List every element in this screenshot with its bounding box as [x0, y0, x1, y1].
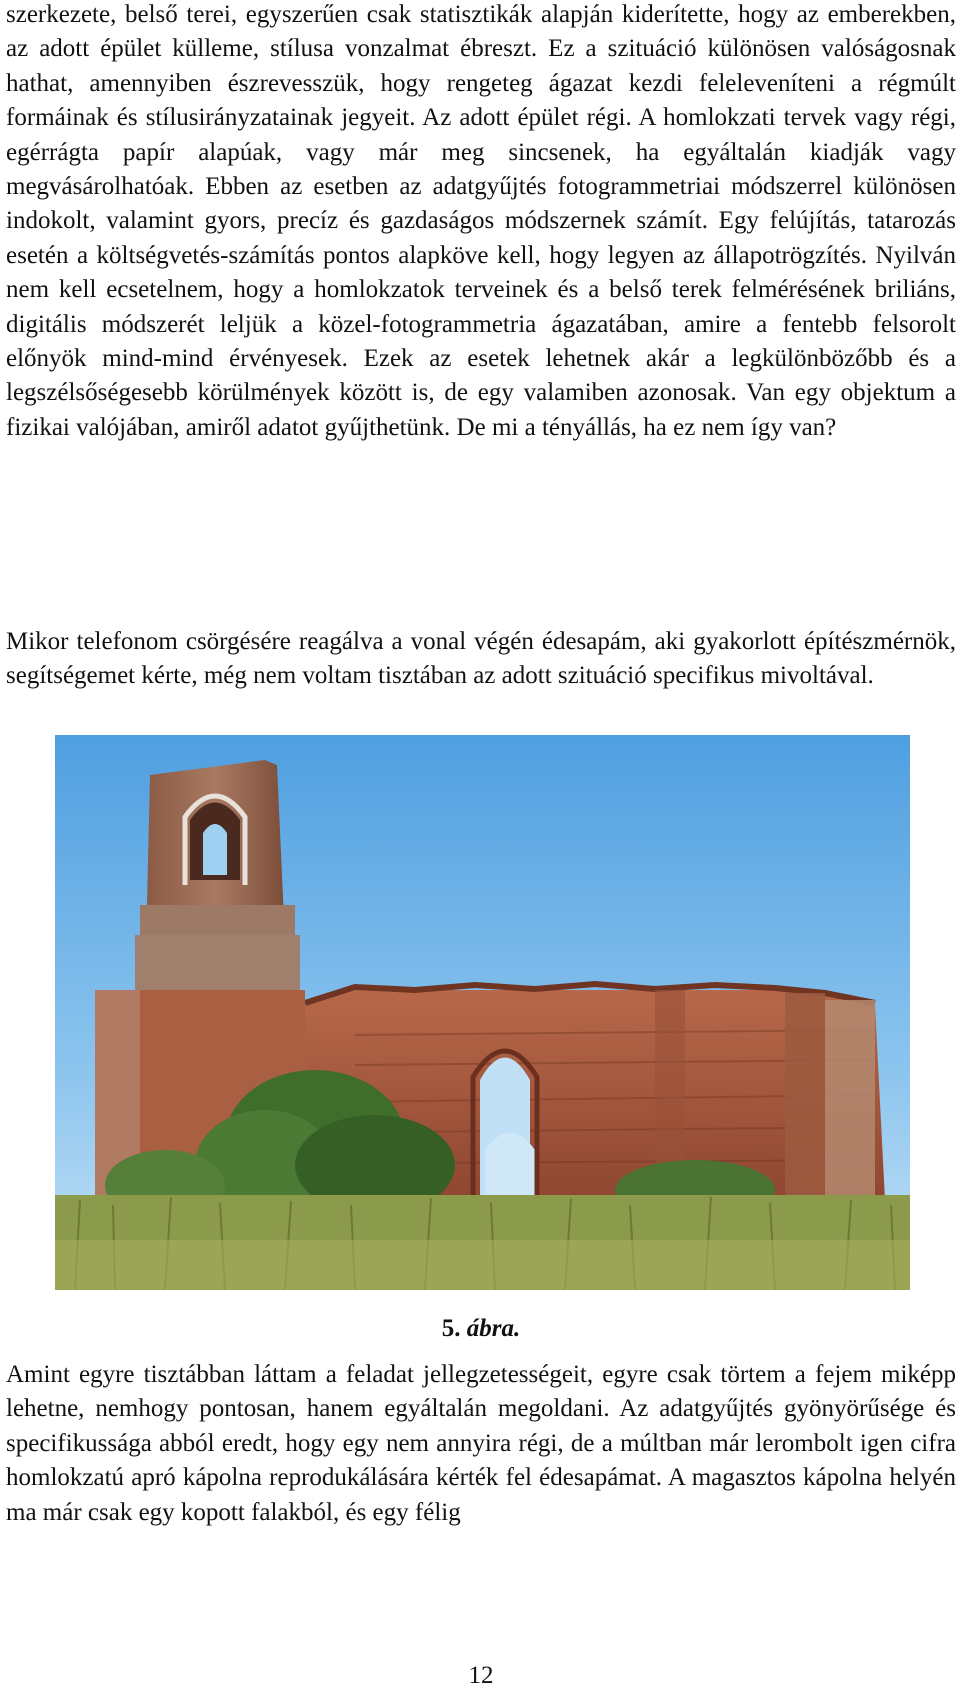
gothic-window-lower: [485, 1133, 535, 1206]
page-number: 12: [468, 1662, 494, 1689]
document-page: [6, 0, 956, 1707]
figure-caption: [6, 1315, 956, 1343]
buttress-corner: [825, 1000, 875, 1205]
figure-chapel-ruin-photo: [55, 735, 910, 1290]
body-paragraph-1: szerkezete, belső terei, egyszerűen csak statisztikák alapján kiderítette, hogy az emberekben, az adott épület külleme, stílusa vonzalmat ébreszt. Ez a szituáció különösen valóságosnak hathat, amennyiben észrevesszük, hogy rengeteg ágazat kezdi feleleveníteni a régmúlt formáinak és stílusirányzatainak jegyeit. Az adott épület régi. A homlokzati tervek vagy régi, egérrágta papír alapúak, vagy már meg sincsenek, ha egyáltalán kiadják vagy megvásárolhatóak. Ebben az esetben az adatgyűjtés fotogrammetriai módszerrel különösen indokolt, valamint gyors, precíz és gazdaságos módszernek számít. Egy felújítás, tatarozás esetén a költségvetés-számítás pontos alapköve kell, hogy legyen az állapotrögzítés. Nyilván nem kell ecsetelnem, hogy a homlokzatok terveinek és a belső terek felmérésének briliáns, digitális módszerét leljük a közel-fotogrammetria ágazatában, amire a fentebb felsorolt előnyök mind-mind érvényesek. Ezek az esetek lehetnek akár a legkülönbözőbb és a legszélsőségesebb körülmények között is, de egy valamiben azonosak. Van egy objektum a fizikai valójában, amiről adatot gyűjthetünk. De mi a tényállás, ha ez nem így van?: [6, 1, 956, 441]
figure-caption-word: ábra.: [466, 1315, 521, 1342]
chapel-ruin-illustration: [55, 735, 910, 1290]
buttress-right: [785, 993, 825, 1203]
figure-caption-number: 5.: [441, 1315, 461, 1342]
body-paragraph-3: Amint egyre tisztábban láttam a feladat jellegzetességeit, egyre csak törtem a fejem miképp lehetne, nemhogy pontosan, hanem egyáltalán megoldani. Az adatgyűjtés gyönyörűsége és specifikussága abból eredt, hogy egy nem annyira régi, de a múltban már lerombolt igen cifra homlokzatú apró kápolna reprodukálására kérték fel édesapámat. A magasztos kápolna helyén ma már csak egy kopott falakból, és egy félig: [6, 1361, 956, 1526]
tower-base-band: [135, 935, 300, 995]
belfry-sky-gap: [203, 824, 227, 875]
body-paragraph-2: Mikor telefonom csörgésére reagálva a vonal végén édesapám, aki gyakorlott építészmérnök, segítségemet kérte, még nem voltam tisztában az adott szituáció specifikus mivoltával.: [6, 628, 956, 690]
grass-foreground: [55, 1240, 910, 1290]
tower-cornice: [140, 905, 295, 935]
